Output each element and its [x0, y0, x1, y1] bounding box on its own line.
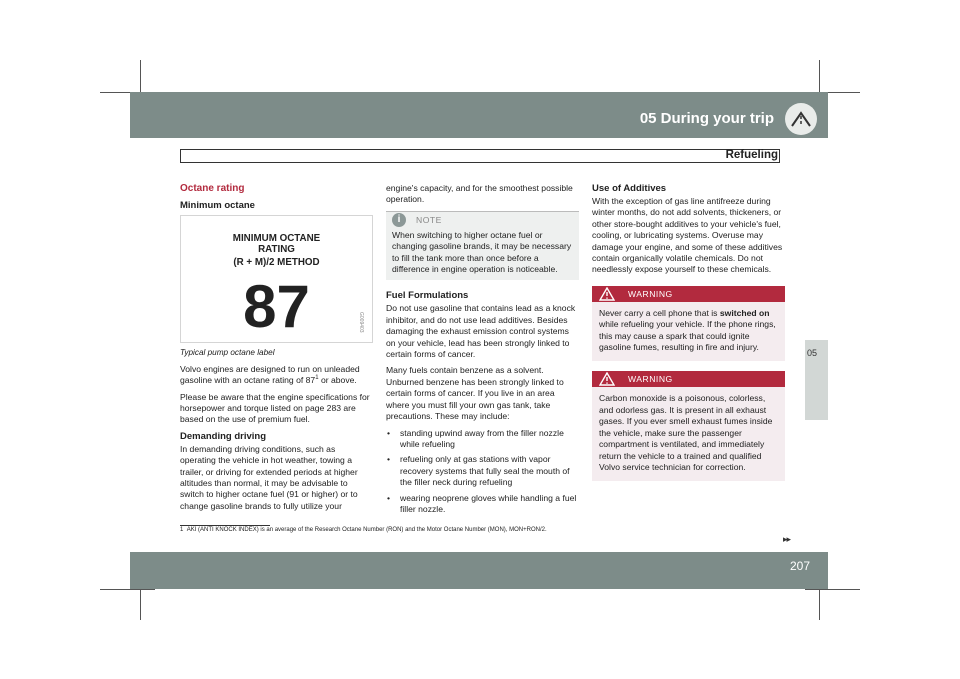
continue-arrows-icon: ▸▸ — [783, 534, 791, 544]
heading-demanding-driving: Demanding driving — [180, 430, 267, 442]
note-text: When switching to higher octane fuel or changing gasoline brands, it may be necessary to fill the tank more than once before a difference in engine operation is noticeable. — [392, 229, 572, 275]
list-item: • wearing neoprene gloves while handling a fuel filler nozzle. — [387, 492, 577, 514]
heading-use-of-additives: Use of Additives — [592, 183, 667, 194]
paragraph: Do not use gasoline that contains lead as a knock inhibitor, and do not use lead additives. Besides damaging the exhaust emission control systems on your vehicle, lead has been strongly linked to certain forms of cancer. — [386, 303, 576, 360]
info-icon: i — [392, 213, 406, 227]
paragraph: Many fuels contain benzene as a solvent. Unburned benzene has been strongly linked to certain forms of cancer. If you live in an area where you must fill your own gas tank, take precautions. These may include: — [386, 365, 564, 422]
section-bar — [180, 149, 780, 163]
bullet-glyph: • — [387, 454, 391, 465]
note-header — [386, 212, 579, 228]
bullet-glyph: • — [387, 492, 391, 503]
paragraph: In demanding driving conditions, such as operating the vehicle in hot weather, towing a trailer, or driving for extended periods at higher altitudes than normal, it may be advisable to switch to higher octane fuel (91 or higher) or to change gasoline brands to fully utilize your — [180, 443, 358, 511]
pump-label-image — [180, 215, 373, 343]
warning-text: Carbon monoxide is a poisonous, colorless, and odorless gas. It is present in all exhaust gases. If you ever smell exhaust fumes inside the vehicle, make sure the passenger compartment is ventilated, and immediately return the vehicle to a trained and qualified Volvo service technician for correction. — [599, 393, 773, 472]
subheading-minimum-octane: Minimum octane — [180, 200, 255, 212]
chapter-title: 05 During your trip — [639, 110, 774, 127]
crop-mark — [805, 589, 860, 590]
heading-octane-rating: Octane rating — [180, 183, 245, 194]
warning-text: Never carry a cell phone that is switched on while refueling your vehicle. If the phone rings, this may cause a spark that could ignite gasoline fumes, resulting in fire and injury. — [599, 307, 776, 353]
column-1 — [180, 183, 373, 517]
column-3 — [592, 183, 785, 491]
note-box — [386, 211, 579, 281]
warning-header — [592, 371, 785, 387]
page-number: 207 — [790, 559, 811, 573]
footnote-ref: 1 — [315, 375, 319, 382]
pump-label-line3: (R + M)/2 METHOD — [233, 257, 320, 269]
warning-box-cell-phone — [592, 286, 785, 362]
warning-title: WARNING — [628, 374, 673, 385]
road-icon — [785, 103, 817, 135]
paragraph: With the exception of gas line antifreeze during winter months, do not add solvents, thickeners, or other store-bought additives to your vehicle's fuel, cooling, or lubricating systems. Overuse may damage your engine, and some of these additives contain organically volatile chemicals. Do not needlessly expose yourself to these chemicals. — [592, 196, 783, 275]
bullet-glyph: • — [387, 427, 391, 438]
footnote: 1 AKI (ANTI KNOCK INDEX) is an average of the Research Octane Number (RON) and the Motor Octane Number (MON), MON+RON/2. — [180, 527, 547, 533]
precaution-list — [386, 428, 579, 516]
pump-label-line1: MINIMUM OCTANE — [232, 233, 321, 245]
pump-label-line2: RATING — [258, 244, 295, 256]
paragraph: Please be aware that the engine specifications for horsepower and torque listed on page 283 are based on the use of premium fuel. — [180, 391, 370, 425]
list-item: • refueling only at gas stations with vapor recovery systems that fully seal the mouth of the filler neck during refueling — [387, 454, 570, 488]
note-title: NOTE — [416, 214, 442, 225]
paragraph: Volvo engines are designed to run on unleaded gasoline with an octane rating of $87^1$ or above. — [180, 363, 360, 386]
warning-box-carbon-monoxide — [592, 371, 785, 481]
heading-fuel-formulations: Fuel Formulations — [386, 290, 469, 302]
image-code: G009403 — [358, 312, 364, 333]
warning-header — [592, 286, 785, 302]
warning-title: WARNING — [628, 288, 673, 299]
footer-band — [130, 552, 828, 589]
warning-triangle-icon — [599, 372, 615, 386]
column-2 — [386, 183, 579, 519]
pump-label-number: 87 — [243, 273, 310, 341]
image-caption: Typical pump octane label — [180, 348, 275, 358]
footnote-rule — [180, 525, 270, 526]
paragraph: engine's capacity, and for the smoothest possible operation. — [386, 183, 573, 205]
crop-mark — [100, 589, 155, 590]
list-item: • standing upwind away from the filler nozzle while refueling — [387, 427, 564, 449]
section-title: Refueling — [725, 149, 778, 161]
warning-triangle-icon — [599, 287, 615, 301]
chapter-tab-number: 05 — [807, 348, 818, 358]
